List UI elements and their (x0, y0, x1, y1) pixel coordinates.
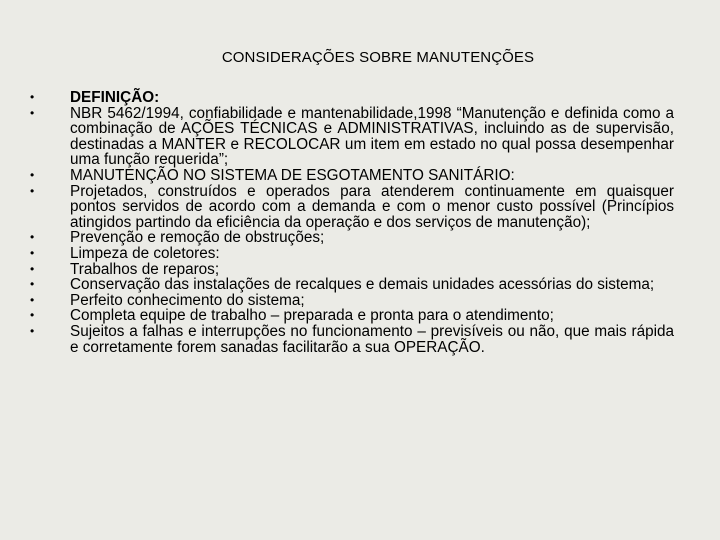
list-item (24, 184, 674, 231)
list-item (24, 230, 674, 246)
list-item (24, 324, 674, 355)
list-item-text: NBR 5462/1994, confiabilidade e mantenabilidade,1998 “Manutenção e definida como a combinação de AÇÕES TÉCNICAS e ADMINISTRATIVAS, incluindo as de supervisão, destinadas a MANTER e RECOLOCAR um item em estado no qual possa desempenhar uma função requerida”; (70, 104, 674, 169)
bullet-icon: • (30, 245, 35, 260)
bullet-list (24, 90, 674, 355)
list-item (24, 106, 674, 168)
list-item-text: Completa equipe de trabalho – preparada e pronta para o atendimento; (70, 307, 554, 325)
list-item (24, 262, 674, 278)
definition-heading: DEFINIÇÃO: (70, 89, 160, 106)
bullet-icon: • (30, 105, 35, 120)
slide-title: CONSIDERAÇÕES SOBRE MANUTENÇÕES (221, 49, 535, 66)
list-item (24, 308, 674, 324)
list-item-text: Sujeitos a falhas e interrupções no funcionamento – previsíveis ou não, que mais rápida e corretamente forem sanadas facilitarão a sua OPERAÇÃO. (70, 322, 674, 356)
bullet-icon: • (30, 183, 35, 198)
bullet-icon: • (30, 323, 35, 338)
list-item (24, 168, 674, 184)
list-item-text: Perfeito conhecimento do sistema; (70, 291, 305, 309)
list-item-text: Limpeza de coletores: (70, 244, 220, 262)
list-item-text: Prevenção e remoção de obstruções; (70, 229, 325, 247)
bullet-icon: • (30, 90, 35, 104)
bullet-icon: • (30, 230, 35, 245)
bullet-icon: • (30, 292, 35, 307)
bullet-icon: • (30, 261, 35, 276)
list-item-text: Trabalhos de reparos; (70, 260, 220, 278)
bullet-icon: • (30, 308, 35, 323)
list-item (24, 293, 674, 309)
list-item-text: Projetados, construídos e operados para atenderem continuamente em quaisquer pontos servidos de acordo com a demanda e com o menor custo possível (Princípios atingidos partindo da eficiência da operação e dos serviços de manutenção); (70, 182, 674, 231)
list-item-text: Conservação das instalações de recalques e demais unidades acessórias do sistema; (70, 276, 655, 294)
bullet-icon: • (30, 167, 35, 182)
list-item (24, 246, 674, 262)
bullet-icon: • (30, 277, 35, 292)
list-item (24, 90, 674, 106)
list-item-text: MANUTENÇÃO NO SISTEMA DE ESGOTAMENTO SANITÁRIO: (70, 166, 515, 184)
list-item (24, 277, 674, 293)
